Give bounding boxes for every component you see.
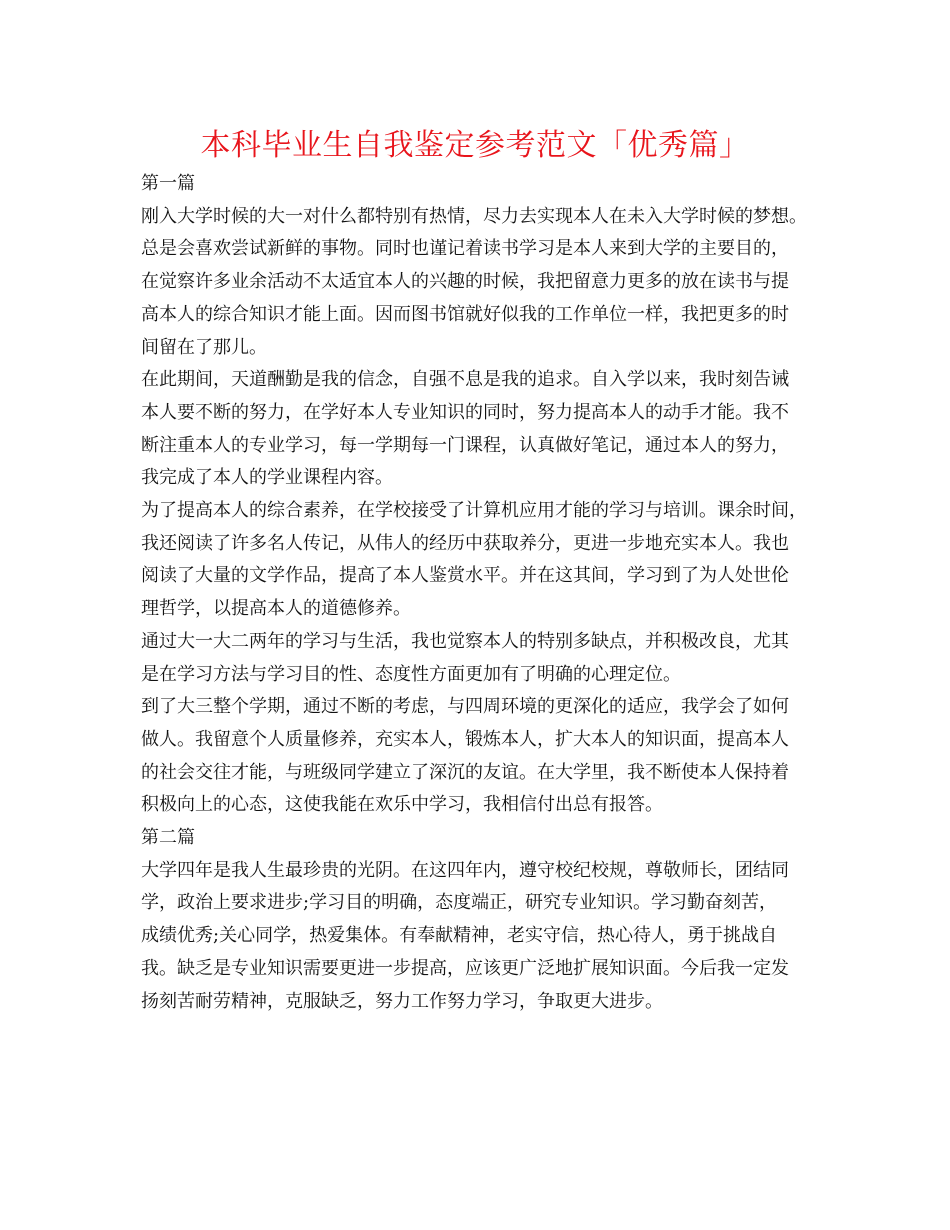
paragraph	[141, 626, 831, 691]
text-line: 学，政治上要求进步;学习目的明确，态度端正，研究专业知识。学习勤奋刻苦，	[141, 892, 778, 914]
section-heading: 第二篇	[141, 827, 195, 849]
text-line: 的社会交往才能，与班级同学建立了深沉的友谊。在大学里，我不断使本人保持着	[141, 761, 789, 783]
text-line: 到了大三整个学期，通过不断的考虑，与四周环境的更深化的适应，我学会了如何	[141, 696, 789, 718]
section-2	[141, 822, 831, 1018]
section-heading: 第一篇	[141, 173, 195, 194]
text-line: 理哲学，以提高本人的道德修养。	[141, 598, 411, 620]
text-line: 积极向上的心态，这使我能在欢乐中学习，我相信付出总有报答。	[141, 794, 663, 816]
document-title: 本科毕业生自我鉴定参考范文「优秀篇」	[200, 128, 750, 163]
text-line: 阅读了大量的文学作品，提高了本人鉴赏水平。并在这其间，学习到了为人处世伦	[141, 565, 789, 587]
text-line: 是在学习方法与学习目的性、态度性方面更加有了明确的心理定位。	[141, 663, 681, 685]
paragraph	[141, 691, 831, 822]
text-line: 成绩优秀;关心同学，热爱集体。有奉献精神，老实守信，热心待人，勇于挑战自	[141, 925, 778, 947]
text-line: 大学四年是我人生最珍贵的光阴。在这四年内，遵守校纪校规，尊敬师长，团结同	[141, 859, 789, 881]
paragraph	[141, 855, 831, 1019]
text-line: 我。缺乏是专业知识需要更进一步提高，应该更广泛地扩展知识面。今后我一定发	[141, 957, 789, 979]
text-line: 为了提高本人的综合素养，在学校接受了计算机应用才能的学习与培训。课余时间，	[141, 500, 807, 522]
text-line: 间留在了那儿。	[141, 336, 267, 358]
text-line: 刚入大学时候的大一对什么都特别有热情，尽力去实现本人在未入大学时候的梦想。	[141, 205, 807, 227]
paragraph	[141, 364, 831, 495]
document-body	[141, 168, 831, 1018]
text-line: 我还阅读了许多名人传记，从伟人的经历中获取养分，更进一步地充实本人。我也	[141, 532, 789, 554]
text-line: 在觉察许多业余活动不太适宜本人的兴趣的时候，我把留意力更多的放在读书与提	[141, 271, 789, 293]
text-line: 总是会喜欢尝试新鲜的事物。同时也谨记着读书学习是本人来到大学的主要目的，	[141, 238, 789, 260]
text-line: 我完成了本人的学业课程内容。	[141, 467, 393, 489]
text-line: 做人。我留意个人质量修养，充实本人，锻炼本人，扩大本人的知识面，提高本人	[141, 728, 789, 750]
paragraph	[141, 201, 831, 365]
section-1	[141, 168, 831, 822]
paragraph	[141, 495, 831, 626]
text-line: 通过大一大二两年的学习与生活，我也觉察本人的特别多缺点，并积极改良，尤其	[141, 630, 789, 652]
text-line: 断注重本人的专业学习，每一学期每一门课程，认真做好笔记，通过本人的努力，	[141, 434, 789, 456]
text-line: 本人要不断的努力，在学好本人专业知识的同时，努力提高本人的动手才能。我不	[141, 401, 789, 423]
text-line: 高本人的综合知识才能上面。因而图书馆就好似我的工作单位一样，我把更多的时	[141, 303, 789, 325]
text-line: 扬刻苦耐劳精神，克服缺乏，努力工作努力学习，争取更大进步。	[141, 990, 663, 1012]
text-line: 在此期间，天道酬勤是我的信念，自强不息是我的追求。自入学以来，我时刻告诫	[141, 369, 789, 391]
